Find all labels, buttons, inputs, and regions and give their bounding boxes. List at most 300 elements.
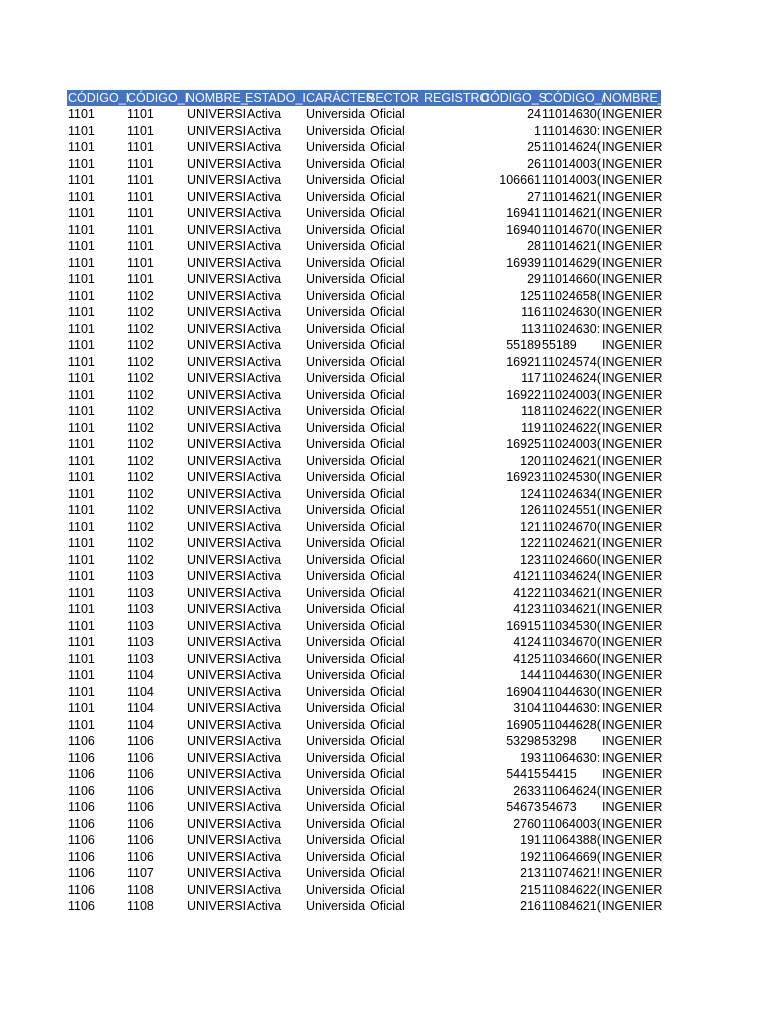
cell-caracter[interactable]: Universida — [306, 800, 366, 814]
cell-nombre[interactable]: UNIVERSI — [187, 371, 247, 385]
cell-nombre-programa[interactable]: INGENIER — [602, 618, 663, 633]
cell-codigo-snies[interactable]: 11024530( — [542, 470, 601, 484]
cell-nombre[interactable]: UNIVERSI — [187, 602, 247, 616]
cell-registro[interactable]: 125 — [520, 288, 541, 303]
cell-codigo-snies[interactable]: 11014630( — [542, 107, 601, 121]
cell-estado[interactable]: Activa — [247, 107, 282, 121]
cell-codigo-institucion[interactable]: 1106 — [68, 899, 95, 913]
cell-nombre[interactable]: UNIVERSI — [187, 882, 247, 897]
cell-sector[interactable]: Oficial — [370, 255, 405, 270]
cell-registro[interactable]: 120 — [520, 453, 541, 468]
cell-nombre-programa[interactable]: INGENIER — [602, 288, 663, 303]
cell-codigo-institucion-padre[interactable]: 1102 — [127, 503, 154, 517]
cell-registro[interactable]: 4123 — [513, 602, 541, 616]
cell-codigo-institucion[interactable]: 1106 — [68, 767, 95, 781]
cell-estado[interactable]: Activa — [247, 783, 282, 798]
cell-sector[interactable]: Oficial — [370, 354, 405, 369]
cell-nombre[interactable]: UNIVERSI — [187, 569, 247, 583]
cell-nombre[interactable]: UNIVERSI — [187, 585, 247, 600]
cell-nombre[interactable]: UNIVERSI — [187, 668, 247, 682]
cell-nombre[interactable]: UNIVERSI — [187, 750, 247, 765]
cell-registro[interactable]: 213 — [520, 866, 541, 880]
cell-caracter[interactable]: Universida — [306, 503, 366, 517]
cell-codigo-institucion-padre[interactable]: 1101 — [127, 173, 154, 187]
cell-codigo-snies[interactable]: 11074621! — [542, 866, 601, 880]
cell-sector[interactable]: Oficial — [370, 272, 405, 286]
cell-caracter[interactable]: Universida — [306, 519, 366, 534]
cell-nombre-programa[interactable]: INGENIER — [602, 750, 663, 765]
cell-caracter[interactable]: Universida — [306, 272, 366, 286]
cell-nombre[interactable]: UNIVERSI — [187, 767, 247, 781]
cell-sector[interactable]: Oficial — [370, 800, 405, 814]
cell-sector[interactable]: Oficial — [370, 849, 405, 864]
cell-estado[interactable]: Activa — [247, 816, 282, 831]
cell-sector[interactable]: Oficial — [370, 816, 405, 831]
cell-estado[interactable]: Activa — [247, 255, 282, 270]
cell-nombre[interactable]: UNIVERSI — [187, 140, 247, 154]
cell-nombre[interactable]: UNIVERSI — [187, 800, 247, 814]
cell-codigo-institucion-padre[interactable]: 1106 — [127, 783, 154, 798]
cell-nombre-programa[interactable]: INGENIER — [602, 173, 663, 187]
cell-codigo-snies[interactable]: 11024622( — [542, 420, 601, 435]
cell-estado[interactable]: Activa — [247, 239, 282, 253]
header-cell[interactable]: NOMBRE_ — [603, 91, 665, 105]
cell-nombre-programa[interactable]: INGENIER — [602, 684, 663, 699]
cell-sector[interactable]: Oficial — [370, 420, 405, 435]
cell-nombre[interactable]: UNIVERSI — [187, 899, 247, 913]
cell-codigo-institucion[interactable]: 1101 — [68, 651, 95, 666]
cell-codigo-institucion[interactable]: 1101 — [68, 272, 95, 286]
cell-registro[interactable]: 113 — [521, 321, 541, 336]
cell-estado[interactable]: Activa — [247, 717, 282, 732]
cell-codigo-institucion-padre[interactable]: 1102 — [127, 470, 154, 484]
cell-codigo-snies[interactable]: 11024003( — [542, 437, 601, 451]
cell-caracter[interactable]: Universida — [306, 833, 366, 847]
cell-registro[interactable]: 27 — [527, 189, 541, 204]
cell-sector[interactable]: Oficial — [370, 239, 405, 253]
cell-codigo-institucion[interactable]: 1101 — [68, 387, 95, 402]
cell-codigo-institucion-padre[interactable]: 1107 — [127, 866, 154, 880]
cell-nombre[interactable]: UNIVERSI — [187, 816, 247, 831]
cell-registro[interactable]: 4125 — [513, 651, 541, 666]
cell-nombre[interactable]: UNIVERSI — [187, 651, 247, 666]
cell-caracter[interactable]: Universida — [306, 123, 366, 138]
cell-codigo-snies[interactable]: 11064388( — [542, 833, 601, 847]
header-cell[interactable]: NOMBRE_ — [186, 91, 248, 105]
cell-nombre-programa[interactable]: INGENIER — [602, 734, 663, 748]
cell-nombre-programa[interactable]: INGENIER — [602, 470, 663, 484]
cell-registro[interactable]: 16904 — [506, 684, 541, 699]
cell-registro[interactable]: 116 — [521, 305, 541, 319]
cell-estado[interactable]: Activa — [247, 387, 282, 402]
cell-estado[interactable]: Activa — [247, 189, 282, 204]
cell-estado[interactable]: Activa — [247, 635, 282, 649]
cell-estado[interactable]: Activa — [247, 404, 282, 418]
cell-codigo-institucion[interactable]: 1101 — [68, 354, 95, 369]
cell-registro[interactable]: 24 — [527, 107, 541, 121]
cell-codigo-institucion-padre[interactable]: 1101 — [127, 123, 154, 138]
cell-codigo-institucion[interactable]: 1101 — [68, 668, 95, 682]
cell-nombre-programa[interactable]: INGENIER — [602, 338, 663, 352]
cell-codigo-institucion[interactable]: 1101 — [68, 371, 95, 385]
cell-codigo-snies[interactable]: 11014670( — [542, 222, 601, 237]
cell-codigo-institucion[interactable]: 1106 — [68, 750, 95, 765]
cell-sector[interactable]: Oficial — [370, 684, 405, 699]
cell-sector[interactable]: Oficial — [370, 107, 405, 121]
cell-nombre-programa[interactable]: INGENIER — [602, 800, 663, 814]
cell-estado[interactable]: Activa — [247, 305, 282, 319]
cell-nombre-programa[interactable]: INGENIER — [602, 123, 663, 138]
cell-codigo-institucion[interactable]: 1101 — [68, 222, 95, 237]
cell-nombre-programa[interactable]: INGENIER — [602, 833, 663, 847]
cell-codigo-institucion[interactable]: 1101 — [68, 684, 95, 699]
cell-codigo-snies[interactable]: 11024621( — [542, 453, 601, 468]
cell-sector[interactable]: Oficial — [370, 882, 405, 897]
cell-registro[interactable]: 28 — [527, 239, 541, 253]
cell-estado[interactable]: Activa — [247, 585, 282, 600]
cell-registro[interactable]: 119 — [521, 420, 541, 435]
cell-registro[interactable]: 124 — [520, 486, 541, 501]
cell-codigo-institucion-padre[interactable]: 1106 — [127, 800, 154, 814]
cell-codigo-snies[interactable]: 54415 — [542, 767, 577, 781]
cell-codigo-institucion-padre[interactable]: 1108 — [127, 882, 154, 897]
cell-codigo-institucion-padre[interactable]: 1102 — [127, 453, 154, 468]
cell-codigo-snies[interactable]: 11034621( — [542, 602, 601, 616]
cell-codigo-institucion-padre[interactable]: 1102 — [127, 519, 154, 534]
cell-codigo-institucion[interactable]: 1101 — [68, 404, 95, 418]
cell-nombre[interactable]: UNIVERSI — [187, 338, 247, 352]
cell-registro[interactable]: 4124 — [513, 635, 541, 649]
cell-registro[interactable]: 192 — [520, 849, 541, 864]
cell-codigo-institucion[interactable]: 1101 — [68, 107, 95, 121]
cell-estado[interactable]: Activa — [247, 684, 282, 699]
cell-nombre[interactable]: UNIVERSI — [187, 552, 247, 567]
cell-codigo-institucion-padre[interactable]: 1102 — [127, 321, 154, 336]
cell-nombre[interactable]: UNIVERSI — [187, 288, 247, 303]
cell-registro[interactable]: 4121 — [513, 569, 541, 583]
cell-codigo-snies[interactable]: 11024630( — [542, 305, 601, 319]
header-cell[interactable]: CÓDIGO_I — [68, 91, 130, 105]
cell-caracter[interactable]: Universida — [306, 470, 366, 484]
cell-nombre-programa[interactable]: INGENIER — [602, 305, 663, 319]
cell-codigo-institucion-padre[interactable]: 1106 — [127, 734, 154, 748]
cell-caracter[interactable]: Universida — [306, 173, 366, 187]
cell-codigo-institucion[interactable]: 1106 — [68, 833, 95, 847]
cell-registro[interactable]: 16915 — [506, 618, 541, 633]
cell-caracter[interactable]: Universida — [306, 437, 366, 451]
cell-nombre-programa[interactable]: INGENIER — [602, 503, 663, 517]
cell-caracter[interactable]: Universida — [306, 486, 366, 501]
cell-sector[interactable]: Oficial — [370, 635, 405, 649]
cell-codigo-snies[interactable]: 11044628( — [542, 717, 601, 732]
cell-nombre-programa[interactable]: INGENIER — [602, 602, 663, 616]
cell-codigo-snies[interactable]: 11024670( — [542, 519, 601, 534]
cell-sector[interactable]: Oficial — [370, 140, 405, 154]
cell-codigo-snies[interactable]: 11034660( — [542, 651, 601, 666]
cell-codigo-institucion-padre[interactable]: 1101 — [127, 107, 154, 121]
cell-nombre[interactable]: UNIVERSI — [187, 684, 247, 699]
cell-nombre-programa[interactable]: INGENIER — [602, 783, 663, 798]
cell-caracter[interactable]: Universida — [306, 750, 366, 765]
cell-sector[interactable]: Oficial — [370, 519, 405, 534]
cell-codigo-institucion[interactable]: 1101 — [68, 123, 95, 138]
cell-codigo-institucion[interactable]: 1101 — [68, 519, 95, 534]
cell-sector[interactable]: Oficial — [370, 321, 405, 336]
cell-codigo-snies[interactable]: 11034670( — [542, 635, 601, 649]
cell-estado[interactable]: Activa — [247, 470, 282, 484]
cell-caracter[interactable]: Universida — [306, 585, 366, 600]
cell-sector[interactable]: Oficial — [370, 750, 405, 765]
cell-codigo-snies[interactable]: 11014624( — [542, 140, 601, 154]
cell-codigo-institucion-padre[interactable]: 1108 — [127, 899, 154, 913]
cell-nombre[interactable]: UNIVERSI — [187, 783, 247, 798]
cell-nombre-programa[interactable]: INGENIER — [602, 569, 663, 583]
cell-caracter[interactable]: Universida — [306, 536, 366, 550]
cell-nombre-programa[interactable]: INGENIER — [602, 767, 663, 781]
cell-codigo-snies[interactable]: 11014621( — [542, 206, 601, 220]
cell-codigo-institucion[interactable]: 1101 — [68, 189, 95, 204]
cell-caracter[interactable]: Universida — [306, 305, 366, 319]
cell-estado[interactable]: Activa — [247, 173, 282, 187]
cell-codigo-institucion-padre[interactable]: 1101 — [127, 255, 154, 270]
cell-codigo-snies[interactable]: 11014003( — [542, 173, 601, 187]
cell-nombre[interactable]: UNIVERSI — [187, 206, 247, 220]
header-cell[interactable]: ESTADO_I — [245, 91, 306, 105]
cell-nombre[interactable]: UNIVERSI — [187, 618, 247, 633]
cell-nombre-programa[interactable]: INGENIER — [602, 816, 663, 831]
cell-sector[interactable]: Oficial — [370, 222, 405, 237]
cell-sector[interactable]: Oficial — [370, 833, 405, 847]
cell-nombre-programa[interactable]: INGENIER — [602, 717, 663, 732]
cell-codigo-institucion-padre[interactable]: 1106 — [127, 767, 154, 781]
cell-estado[interactable]: Activa — [247, 750, 282, 765]
cell-codigo-institucion-padre[interactable]: 1104 — [127, 701, 154, 715]
cell-sector[interactable]: Oficial — [370, 206, 405, 220]
cell-sector[interactable]: Oficial — [370, 338, 405, 352]
cell-registro[interactable]: 106661 — [499, 173, 541, 187]
cell-codigo-snies[interactable]: 11084621( — [542, 899, 601, 913]
cell-codigo-institucion-padre[interactable]: 1103 — [127, 569, 154, 583]
cell-sector[interactable]: Oficial — [370, 371, 405, 385]
cell-codigo-snies[interactable]: 11024660( — [542, 552, 601, 567]
cell-caracter[interactable]: Universida — [306, 783, 366, 798]
cell-nombre[interactable]: UNIVERSI — [187, 734, 247, 748]
cell-estado[interactable]: Activa — [247, 552, 282, 567]
cell-caracter[interactable]: Universida — [306, 569, 366, 583]
cell-codigo-institucion[interactable]: 1106 — [68, 783, 95, 798]
cell-codigo-snies[interactable]: 11024630: — [542, 321, 601, 336]
cell-nombre[interactable]: UNIVERSI — [187, 866, 247, 880]
cell-nombre-programa[interactable]: INGENIER — [602, 866, 663, 880]
cell-codigo-institucion[interactable]: 1101 — [68, 156, 95, 171]
cell-registro[interactable]: 16941 — [506, 206, 541, 220]
cell-caracter[interactable]: Universida — [306, 651, 366, 666]
cell-codigo-snies[interactable]: 11024634( — [542, 486, 601, 501]
cell-codigo-snies[interactable]: 55189 — [542, 338, 577, 352]
cell-nombre-programa[interactable]: INGENIER — [602, 387, 663, 402]
cell-caracter[interactable]: Universida — [306, 255, 366, 270]
cell-codigo-snies[interactable]: 11044630( — [542, 668, 601, 682]
cell-nombre[interactable]: UNIVERSI — [187, 255, 247, 270]
cell-sector[interactable]: Oficial — [370, 783, 405, 798]
cell-estado[interactable]: Activa — [247, 882, 282, 897]
cell-sector[interactable]: Oficial — [370, 552, 405, 567]
cell-estado[interactable]: Activa — [247, 272, 282, 286]
cell-sector[interactable]: Oficial — [370, 470, 405, 484]
cell-codigo-institucion[interactable]: 1101 — [68, 305, 95, 319]
cell-estado[interactable]: Activa — [247, 288, 282, 303]
cell-codigo-institucion[interactable]: 1101 — [68, 569, 95, 583]
cell-nombre-programa[interactable]: INGENIER — [602, 486, 663, 501]
cell-estado[interactable]: Activa — [247, 899, 282, 913]
cell-codigo-institucion-padre[interactable]: 1102 — [127, 387, 154, 402]
cell-caracter[interactable]: Universida — [306, 404, 366, 418]
cell-nombre-programa[interactable]: INGENIER — [602, 206, 663, 220]
cell-codigo-institucion-padre[interactable]: 1104 — [127, 717, 154, 732]
cell-caracter[interactable]: Universida — [306, 239, 366, 253]
cell-estado[interactable]: Activa — [247, 767, 282, 781]
cell-codigo-snies[interactable]: 11024574( — [542, 354, 601, 369]
cell-registro[interactable]: 193 — [520, 750, 541, 765]
cell-registro[interactable]: 29 — [527, 272, 541, 286]
cell-estado[interactable]: Activa — [247, 800, 282, 814]
cell-codigo-institucion[interactable]: 1101 — [68, 453, 95, 468]
cell-codigo-institucion[interactable]: 1101 — [68, 717, 95, 732]
cell-codigo-institucion-padre[interactable]: 1101 — [127, 156, 154, 171]
cell-estado[interactable]: Activa — [247, 420, 282, 435]
cell-codigo-institucion-padre[interactable]: 1104 — [127, 684, 154, 699]
cell-codigo-institucion[interactable]: 1101 — [68, 239, 95, 253]
cell-caracter[interactable]: Universida — [306, 734, 366, 748]
cell-nombre[interactable]: UNIVERSI — [187, 635, 247, 649]
cell-codigo-institucion-padre[interactable]: 1102 — [127, 536, 154, 550]
cell-nombre-programa[interactable]: INGENIER — [602, 189, 663, 204]
cell-sector[interactable]: Oficial — [370, 503, 405, 517]
cell-codigo-institucion-padre[interactable]: 1101 — [127, 140, 154, 154]
cell-caracter[interactable]: Universida — [306, 321, 366, 336]
cell-caracter[interactable]: Universida — [306, 189, 366, 204]
cell-codigo-institucion[interactable]: 1101 — [68, 321, 95, 336]
cell-codigo-institucion[interactable]: 1101 — [68, 470, 95, 484]
cell-nombre[interactable]: UNIVERSI — [187, 420, 247, 435]
cell-codigo-institucion[interactable]: 1106 — [68, 800, 95, 814]
cell-caracter[interactable]: Universida — [306, 387, 366, 402]
cell-codigo-institucion[interactable]: 1101 — [68, 536, 95, 550]
cell-codigo-institucion-padre[interactable]: 1102 — [127, 486, 154, 501]
cell-caracter[interactable]: Universida — [306, 371, 366, 385]
cell-codigo-institucion-padre[interactable]: 1102 — [127, 552, 154, 567]
cell-codigo-institucion[interactable]: 1106 — [68, 849, 95, 864]
cell-estado[interactable]: Activa — [247, 536, 282, 550]
cell-estado[interactable]: Activa — [247, 866, 282, 880]
cell-caracter[interactable]: Universida — [306, 222, 366, 237]
cell-codigo-institucion-padre[interactable]: 1101 — [127, 239, 154, 253]
cell-caracter[interactable]: Universida — [306, 107, 366, 121]
cell-registro[interactable]: 16922 — [506, 387, 541, 402]
cell-nombre-programa[interactable]: INGENIER — [602, 519, 663, 534]
cell-nombre-programa[interactable]: INGENIER — [602, 651, 663, 666]
cell-estado[interactable]: Activa — [247, 651, 282, 666]
cell-nombre-programa[interactable]: INGENIER — [602, 536, 663, 550]
cell-nombre[interactable]: UNIVERSI — [187, 437, 247, 451]
cell-codigo-institucion[interactable]: 1101 — [68, 437, 95, 451]
cell-codigo-snies[interactable]: 11034530( — [542, 618, 601, 633]
cell-sector[interactable]: Oficial — [370, 189, 405, 204]
cell-registro[interactable]: 144 — [520, 668, 541, 682]
cell-nombre[interactable]: UNIVERSI — [187, 717, 247, 732]
cell-codigo-snies[interactable]: 11024624( — [542, 371, 601, 385]
cell-registro[interactable]: 54415 — [506, 767, 541, 781]
cell-codigo-institucion-padre[interactable]: 1102 — [127, 338, 154, 352]
cell-codigo-institucion-padre[interactable]: 1106 — [127, 833, 154, 847]
cell-registro[interactable]: 126 — [520, 503, 541, 517]
cell-caracter[interactable]: Universida — [306, 140, 366, 154]
cell-estado[interactable]: Activa — [247, 321, 282, 336]
header-cell[interactable]: REGISTRO — [424, 91, 490, 105]
cell-registro[interactable]: 191 — [520, 833, 541, 847]
cell-nombre-programa[interactable]: INGENIER — [602, 552, 663, 567]
cell-nombre-programa[interactable]: INGENIER — [602, 882, 663, 897]
cell-sector[interactable]: Oficial — [370, 734, 405, 748]
cell-caracter[interactable]: Universida — [306, 668, 366, 682]
cell-sector[interactable]: Oficial — [370, 404, 405, 418]
cell-estado[interactable]: Activa — [247, 618, 282, 633]
cell-nombre-programa[interactable]: INGENIER — [602, 404, 663, 418]
cell-codigo-institucion-padre[interactable]: 1102 — [127, 354, 154, 369]
cell-codigo-institucion[interactable]: 1101 — [68, 288, 95, 303]
cell-nombre[interactable]: UNIVERSI — [187, 486, 247, 501]
cell-nombre-programa[interactable]: INGENIER — [602, 140, 663, 154]
cell-caracter[interactable]: Universida — [306, 453, 366, 468]
cell-estado[interactable]: Activa — [247, 849, 282, 864]
cell-estado[interactable]: Activa — [247, 206, 282, 220]
cell-registro[interactable]: 16923 — [506, 470, 541, 484]
cell-nombre-programa[interactable]: INGENIER — [602, 107, 663, 121]
cell-sector[interactable]: Oficial — [370, 701, 405, 715]
cell-codigo-institucion[interactable]: 1106 — [68, 734, 95, 748]
cell-codigo-snies[interactable]: 53298 — [542, 734, 577, 748]
cell-nombre-programa[interactable]: INGENIER — [602, 272, 663, 286]
cell-sector[interactable]: Oficial — [370, 569, 405, 583]
cell-nombre-programa[interactable]: INGENIER — [602, 371, 663, 385]
cell-registro[interactable]: 2760 — [513, 816, 541, 831]
cell-registro[interactable]: 215 — [520, 882, 541, 897]
cell-nombre-programa[interactable]: INGENIER — [602, 635, 663, 649]
cell-sector[interactable]: Oficial — [370, 453, 405, 468]
cell-caracter[interactable]: Universida — [306, 156, 366, 171]
cell-codigo-institucion[interactable]: 1101 — [68, 140, 95, 154]
cell-codigo-snies[interactable]: 11064003( — [542, 816, 601, 831]
cell-caracter[interactable]: Universida — [306, 882, 366, 897]
cell-nombre-programa[interactable]: INGENIER — [602, 420, 663, 435]
cell-codigo-snies[interactable]: 11034621( — [542, 585, 601, 600]
cell-nombre[interactable]: UNIVERSI — [187, 189, 247, 204]
cell-nombre-programa[interactable]: INGENIER — [602, 354, 663, 369]
header-cell[interactable]: CÓDIGO_/ — [544, 91, 606, 105]
cell-caracter[interactable]: Universida — [306, 338, 366, 352]
cell-sector[interactable]: Oficial — [370, 173, 405, 187]
cell-codigo-institucion[interactable]: 1101 — [68, 173, 95, 187]
cell-estado[interactable]: Activa — [247, 486, 282, 501]
cell-nombre[interactable]: UNIVERSI — [187, 173, 247, 187]
cell-caracter[interactable]: Universida — [306, 701, 366, 715]
cell-estado[interactable]: Activa — [247, 453, 282, 468]
cell-registro[interactable]: 121 — [520, 519, 541, 534]
cell-registro[interactable]: 16925 — [506, 437, 541, 451]
cell-nombre[interactable]: UNIVERSI — [187, 849, 247, 864]
cell-registro[interactable]: 123 — [520, 552, 541, 567]
cell-registro[interactable]: 54673 — [506, 800, 541, 814]
